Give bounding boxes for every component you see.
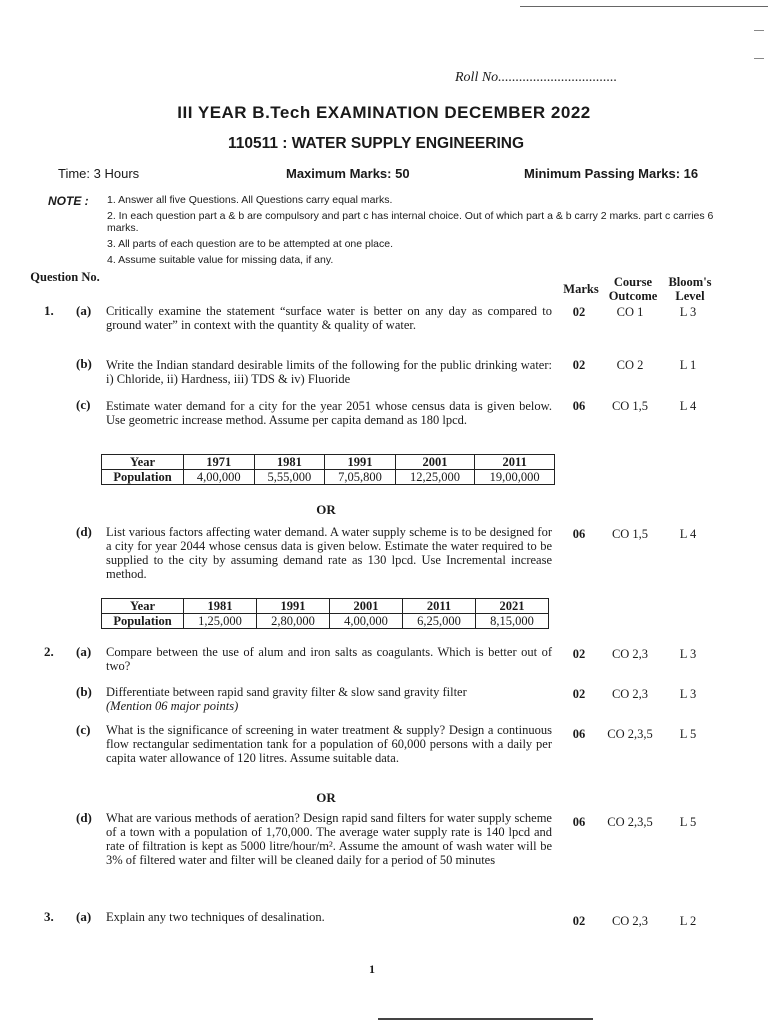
table-cell: 8,15,000 [476, 614, 549, 629]
blooms-level-value: L 1 [679, 358, 697, 372]
course-outcome-value: CO 2 [616, 358, 644, 372]
part-label: (b) [76, 356, 92, 371]
course-outcome-value: CO 1,5 [611, 399, 649, 413]
question-number: 1. [44, 303, 54, 318]
question-text: Explain any two techniques of desalination. [106, 910, 325, 924]
course-outcome-value: CO 2,3 [611, 914, 649, 928]
table-cell: 12,25,000 [395, 470, 475, 485]
blooms-level-value: L 5 [679, 815, 697, 829]
question-text: Write the Indian standard desirable limits of the following for the public drinking water: i) Chloride, ii) Hardness, iii) TDS & iv) Fluoride [106, 358, 552, 386]
course-outcome-value: CO 1,5 [611, 527, 649, 541]
top-rule [520, 6, 768, 7]
blooms-level-value: L 3 [679, 305, 697, 319]
course-outcome-header: Course Outcome [608, 275, 658, 303]
part-label: (a) [76, 909, 92, 924]
blooms-level-value: L 3 [679, 687, 697, 701]
marks-value: 02 [572, 914, 586, 928]
part-label: (c) [76, 722, 91, 737]
minimum-passing-marks: Minimum Passing Marks: 16 [524, 166, 699, 181]
table-row-label: Population [102, 614, 184, 629]
blooms-level-header: Bloom's Level [668, 275, 712, 303]
table-cell: 1991 [325, 455, 396, 470]
note-label: NOTE : [48, 194, 89, 208]
part-label: (c) [76, 397, 91, 412]
or-separator: OR [316, 502, 336, 517]
table-cell: 2021 [476, 599, 549, 614]
blooms-level-value: L 5 [679, 727, 697, 741]
table-cell: 2011 [403, 599, 476, 614]
table-cell: 4,00,000 [330, 614, 403, 629]
table-cell: 4,00,000 [184, 470, 255, 485]
roll-number: Roll No.................................. [455, 70, 618, 85]
or-separator: OR [316, 790, 336, 805]
note-item: 1. Answer all five Questions. All Questions carry equal marks. [107, 194, 393, 206]
question-number: 2. [44, 644, 54, 659]
blooms-level-value: L 4 [679, 527, 697, 541]
bottom-rule [378, 1018, 593, 1020]
marks-value: 06 [572, 527, 586, 541]
question-number: 3. [44, 909, 54, 924]
table-cell: 1,25,000 [184, 614, 257, 629]
part-label: (d) [76, 524, 92, 539]
marks-value: 06 [572, 399, 586, 413]
table-row [102, 614, 549, 629]
table-cell: 7,05,800 [325, 470, 396, 485]
note-item: 2. In each question part a & b are compulsory and part c has internal choice. Out of which part a & b carry 2 marks. part c carries 6 marks. [107, 210, 714, 234]
table-row-label: Year [102, 599, 184, 614]
marks-value: 06 [572, 815, 586, 829]
course-outcome-value: CO 2,3,5 [607, 727, 653, 741]
table-row-label: Population [102, 470, 184, 485]
question-text: Compare between the use of alum and iron salts as coagulants. Which is better out of two? [106, 645, 552, 673]
table-cell: 1971 [184, 455, 255, 470]
course-outcome-value: CO 2,3 [611, 687, 649, 701]
subject-title: 110511 : WATER SUPPLY ENGINEERING [227, 135, 525, 152]
exam-title: III YEAR B.Tech EXAMINATION DECEMBER 2022 [177, 103, 591, 122]
question-text: What is the significance of screening in water treatment & supply? Design a continuous flow rectangular sedimentation tank for a population of 60,000 persons with a daily per capita water allowance of 120 litres. Assume suitable data. [106, 723, 552, 765]
part-label: (a) [76, 303, 92, 318]
census-table [101, 598, 549, 629]
course-outcome-value: CO 1 [616, 305, 644, 319]
question-text: Estimate water demand for a city for the year 2051 whose census data is given below. Use geometric increase method. Assume per capita demand as 180 lpcd. [106, 399, 552, 427]
table-cell: 1981 [184, 599, 257, 614]
question-text: List various factors affecting water demand. A water supply scheme is to be designed for a city for year 2044 whose census data is given below. Estimate the water required to be supplied to the city by assuming demand rate as 130 lpcd. Use Incremental increase method. [106, 525, 552, 581]
table-row [102, 470, 555, 485]
marks-header: Marks [563, 282, 599, 296]
maximum-marks: Maximum Marks: 50 [286, 166, 410, 181]
blooms-level-value: L 3 [679, 647, 697, 661]
table-cell: 19,00,000 [475, 470, 555, 485]
question-text: Differentiate between rapid sand gravity filter & slow sand gravity filter [106, 685, 467, 699]
table-cell: 2,80,000 [257, 614, 330, 629]
question-text: What are various methods of aeration? Design rapid sand filters for water supply scheme of a town with a population of 1,70,000. The average water supply rate is 140 lpcd and rate of filtration is kept as 5000 litre/hour/m². Assume the amount of wash water will be 3% of filtered water and filter will be cleaned daily for a period of 50 minutes [106, 811, 552, 867]
course-outcome-value: CO 2,3 [611, 647, 649, 661]
question-no-header: Question No. [30, 270, 100, 284]
table-row [102, 599, 549, 614]
marks-value: 06 [572, 727, 586, 741]
table-row [102, 455, 555, 470]
table-cell: 2001 [395, 455, 475, 470]
course-outcome-value: CO 2,3,5 [607, 815, 653, 829]
table-cell: 1991 [257, 599, 330, 614]
marks-value: 02 [572, 647, 586, 661]
table-cell: 6,25,000 [403, 614, 476, 629]
margin-mark [754, 58, 764, 59]
table-row-label: Year [102, 455, 184, 470]
table-cell: 5,55,000 [254, 470, 325, 485]
question-text: Critically examine the statement “surface water is better on any day as compared to ground water” in context with the quantity & quality of water. [106, 304, 552, 332]
time-allowed: Time: 3 Hours [58, 166, 140, 181]
marks-value: 02 [572, 687, 586, 701]
marks-value: 02 [572, 305, 586, 319]
page-number: 1 [369, 962, 375, 976]
part-label: (a) [76, 644, 92, 659]
table-cell: 2011 [475, 455, 555, 470]
question-note: (Mention 06 major points) [106, 699, 239, 713]
note-item: 4. Assume suitable value for missing data, if any. [107, 254, 334, 266]
table-cell: 1981 [254, 455, 325, 470]
part-label: (d) [76, 810, 92, 825]
marks-value: 02 [572, 358, 586, 372]
table-cell: 2001 [330, 599, 403, 614]
blooms-level-value: L 4 [679, 399, 697, 413]
note-item: 3. All parts of each question are to be attempted at one place. [107, 238, 394, 250]
blooms-level-value: L 2 [679, 914, 697, 928]
part-label: (b) [76, 684, 92, 699]
margin-mark [754, 30, 764, 31]
census-table [101, 454, 555, 485]
